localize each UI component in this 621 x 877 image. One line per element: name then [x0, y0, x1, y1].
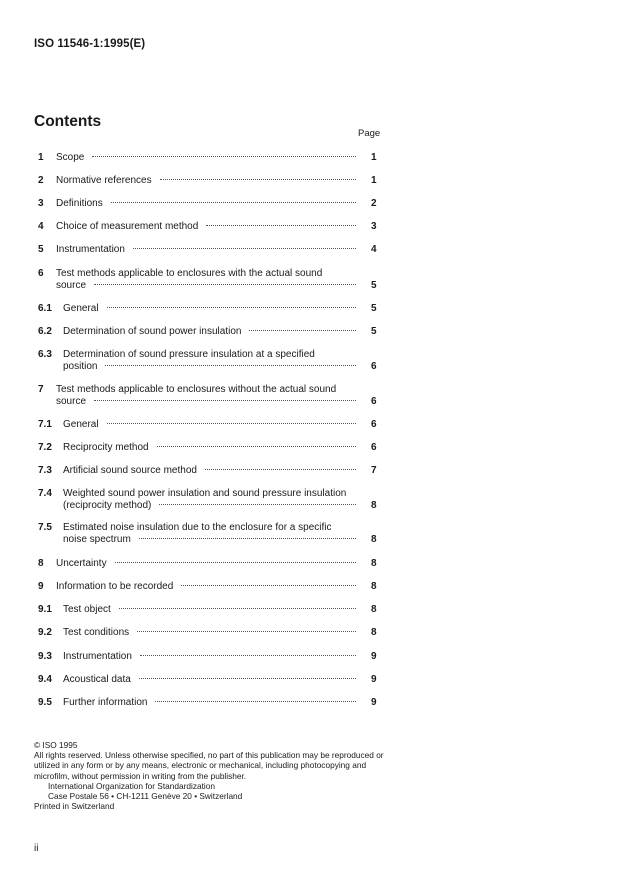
toc-entry-title: (reciprocity method) — [63, 500, 152, 511]
dot-leader — [137, 631, 356, 632]
toc-entry-number: 4 — [38, 221, 44, 232]
dot-leader — [115, 562, 356, 563]
toc-entry-number: 7.4 — [38, 488, 52, 499]
toc-entry-title: General — [63, 419, 99, 430]
page-number: ii — [34, 843, 39, 854]
dot-leader — [139, 538, 356, 539]
toc-entry-title: Test methods applicable to enclosures with the actual sound — [56, 268, 323, 279]
toc-entry-title: Test conditions — [63, 627, 130, 638]
dot-leader — [159, 504, 356, 505]
toc-entry-page: 8 — [371, 627, 377, 638]
toc-entry-number: 6.2 — [38, 326, 52, 337]
toc-entry-page: 6 — [371, 361, 377, 372]
toc-entry-title: Weighted sound power insulation and sound pressure insulation — [63, 488, 347, 499]
toc-entry-page: 5 — [371, 280, 377, 291]
dot-leader — [139, 678, 356, 679]
toc-entry-number: 9 — [38, 581, 44, 592]
dot-leader — [205, 469, 356, 470]
toc-entry-page: 6 — [371, 442, 377, 453]
dot-leader — [157, 446, 356, 447]
toc-entry-title: Reciprocity method — [63, 442, 149, 453]
toc-entry-number: 6 — [38, 268, 44, 279]
toc-entry-number: 7 — [38, 384, 44, 395]
dot-leader — [249, 330, 356, 331]
page-column-heading: Page — [358, 128, 381, 139]
dot-leader — [160, 179, 356, 180]
toc-entry-page: 8 — [371, 500, 377, 511]
toc-entry-page: 6 — [371, 419, 377, 430]
toc-entry-number: 9.5 — [38, 697, 52, 708]
toc-entry-number: 7.5 — [38, 522, 52, 533]
toc-entry-page: 6 — [371, 396, 377, 407]
dot-leader — [206, 225, 356, 226]
toc-entry-page: 1 — [371, 175, 377, 186]
toc-entry-title: Determination of sound power insulation — [63, 326, 242, 337]
printed-in: Printed in Switzerland — [34, 801, 115, 812]
toc-entry-title: source — [56, 396, 87, 407]
toc-entry-number: 9.4 — [38, 674, 52, 685]
toc-entry-number: 6.3 — [38, 349, 52, 360]
dot-leader — [181, 585, 356, 586]
document-id: ISO 11546-1:1995(E) — [34, 38, 146, 50]
toc-entry-number: 9.1 — [38, 604, 52, 615]
toc-entry-title: Instrumentation — [56, 244, 125, 255]
dot-leader — [92, 156, 356, 157]
toc-entry-number: 1 — [38, 152, 44, 163]
toc-entry-page: 8 — [371, 534, 377, 545]
toc-entry-title: position — [63, 361, 98, 372]
toc-entry-number: 7.2 — [38, 442, 52, 453]
toc-entry-title: Choice of measurement method — [56, 221, 199, 232]
toc-entry-title: Information to be recorded — [56, 581, 174, 592]
toc-entry-page: 9 — [371, 674, 377, 685]
toc-entry-page: 4 — [371, 244, 377, 255]
toc-entry-page: 1 — [371, 152, 377, 163]
dot-leader — [155, 701, 356, 702]
dot-leader — [94, 284, 356, 285]
toc-entry-number: 7.3 — [38, 465, 52, 476]
toc-entry-page: 9 — [371, 651, 377, 662]
toc-entry-number: 3 — [38, 198, 44, 209]
dot-leader — [119, 608, 356, 609]
toc-entry-page: 8 — [371, 558, 377, 569]
toc-entry-page: 8 — [371, 581, 377, 592]
toc-entry-title: source — [56, 280, 87, 291]
toc-entry-title: Instrumentation — [63, 651, 132, 662]
dot-leader — [105, 365, 356, 366]
toc-entry-title: Further information — [63, 697, 148, 708]
toc-entry-number: 2 — [38, 175, 44, 186]
toc-entry-page: 5 — [371, 303, 377, 314]
dot-leader — [133, 248, 356, 249]
toc-entry-page: 8 — [371, 604, 377, 615]
toc-entry-page: 5 — [371, 326, 377, 337]
toc-entry-title: Uncertainty — [56, 558, 107, 569]
toc-entry-title: Determination of sound pressure insulation at a specified — [63, 349, 315, 360]
toc-entry-title: Artificial sound source method — [63, 465, 197, 476]
toc-entry-page: 3 — [371, 221, 377, 232]
dot-leader — [140, 655, 356, 656]
organization-address: Case Postale 56 • CH-1211 Genève 20 • Switzerland — [48, 791, 243, 802]
copyright-line: © ISO 1995 — [34, 740, 78, 750]
dot-leader — [94, 400, 356, 401]
toc-entry-page: 7 — [371, 465, 377, 476]
toc-entry-number: 7.1 — [38, 419, 52, 430]
rights-statement: All rights reserved. Unless otherwise specified, no part of this publication may be reproduced or utilized in any form or by any means, electronic or mechanical, including photocopying and microfilm, without permission in writing from the publisher. — [34, 750, 384, 781]
toc-entry-number: 9.3 — [38, 651, 52, 662]
organization-name: International Organization for Standardization — [48, 780, 215, 791]
toc-entry-number: 6.1 — [38, 303, 52, 314]
toc-entry-title: Test methods applicable to enclosures without the actual sound — [56, 384, 337, 395]
toc-entry-number: 9.2 — [38, 627, 52, 638]
toc-entry-title: noise spectrum — [63, 534, 131, 545]
contents-title: Contents — [34, 113, 102, 130]
toc-entry-title: Estimated noise insulation due to the enclosure for a specific — [63, 522, 332, 533]
dot-leader — [107, 307, 356, 308]
toc-entry-number: 5 — [38, 244, 44, 255]
toc-entry-page: 2 — [371, 198, 377, 209]
toc-entry-page: 9 — [371, 697, 377, 708]
toc-entry-title: General — [63, 303, 99, 314]
toc-entry-title: Acoustical data — [63, 674, 131, 685]
toc-entry-title: Normative references — [56, 175, 152, 186]
toc-entry-title: Definitions — [56, 198, 103, 209]
dot-leader — [111, 202, 356, 203]
toc-entry-title: Scope — [56, 152, 85, 163]
toc-entry-number: 8 — [38, 558, 44, 569]
copyright-block — [34, 740, 384, 811]
dot-leader — [107, 423, 356, 424]
toc-entry-title: Test object — [63, 604, 111, 615]
